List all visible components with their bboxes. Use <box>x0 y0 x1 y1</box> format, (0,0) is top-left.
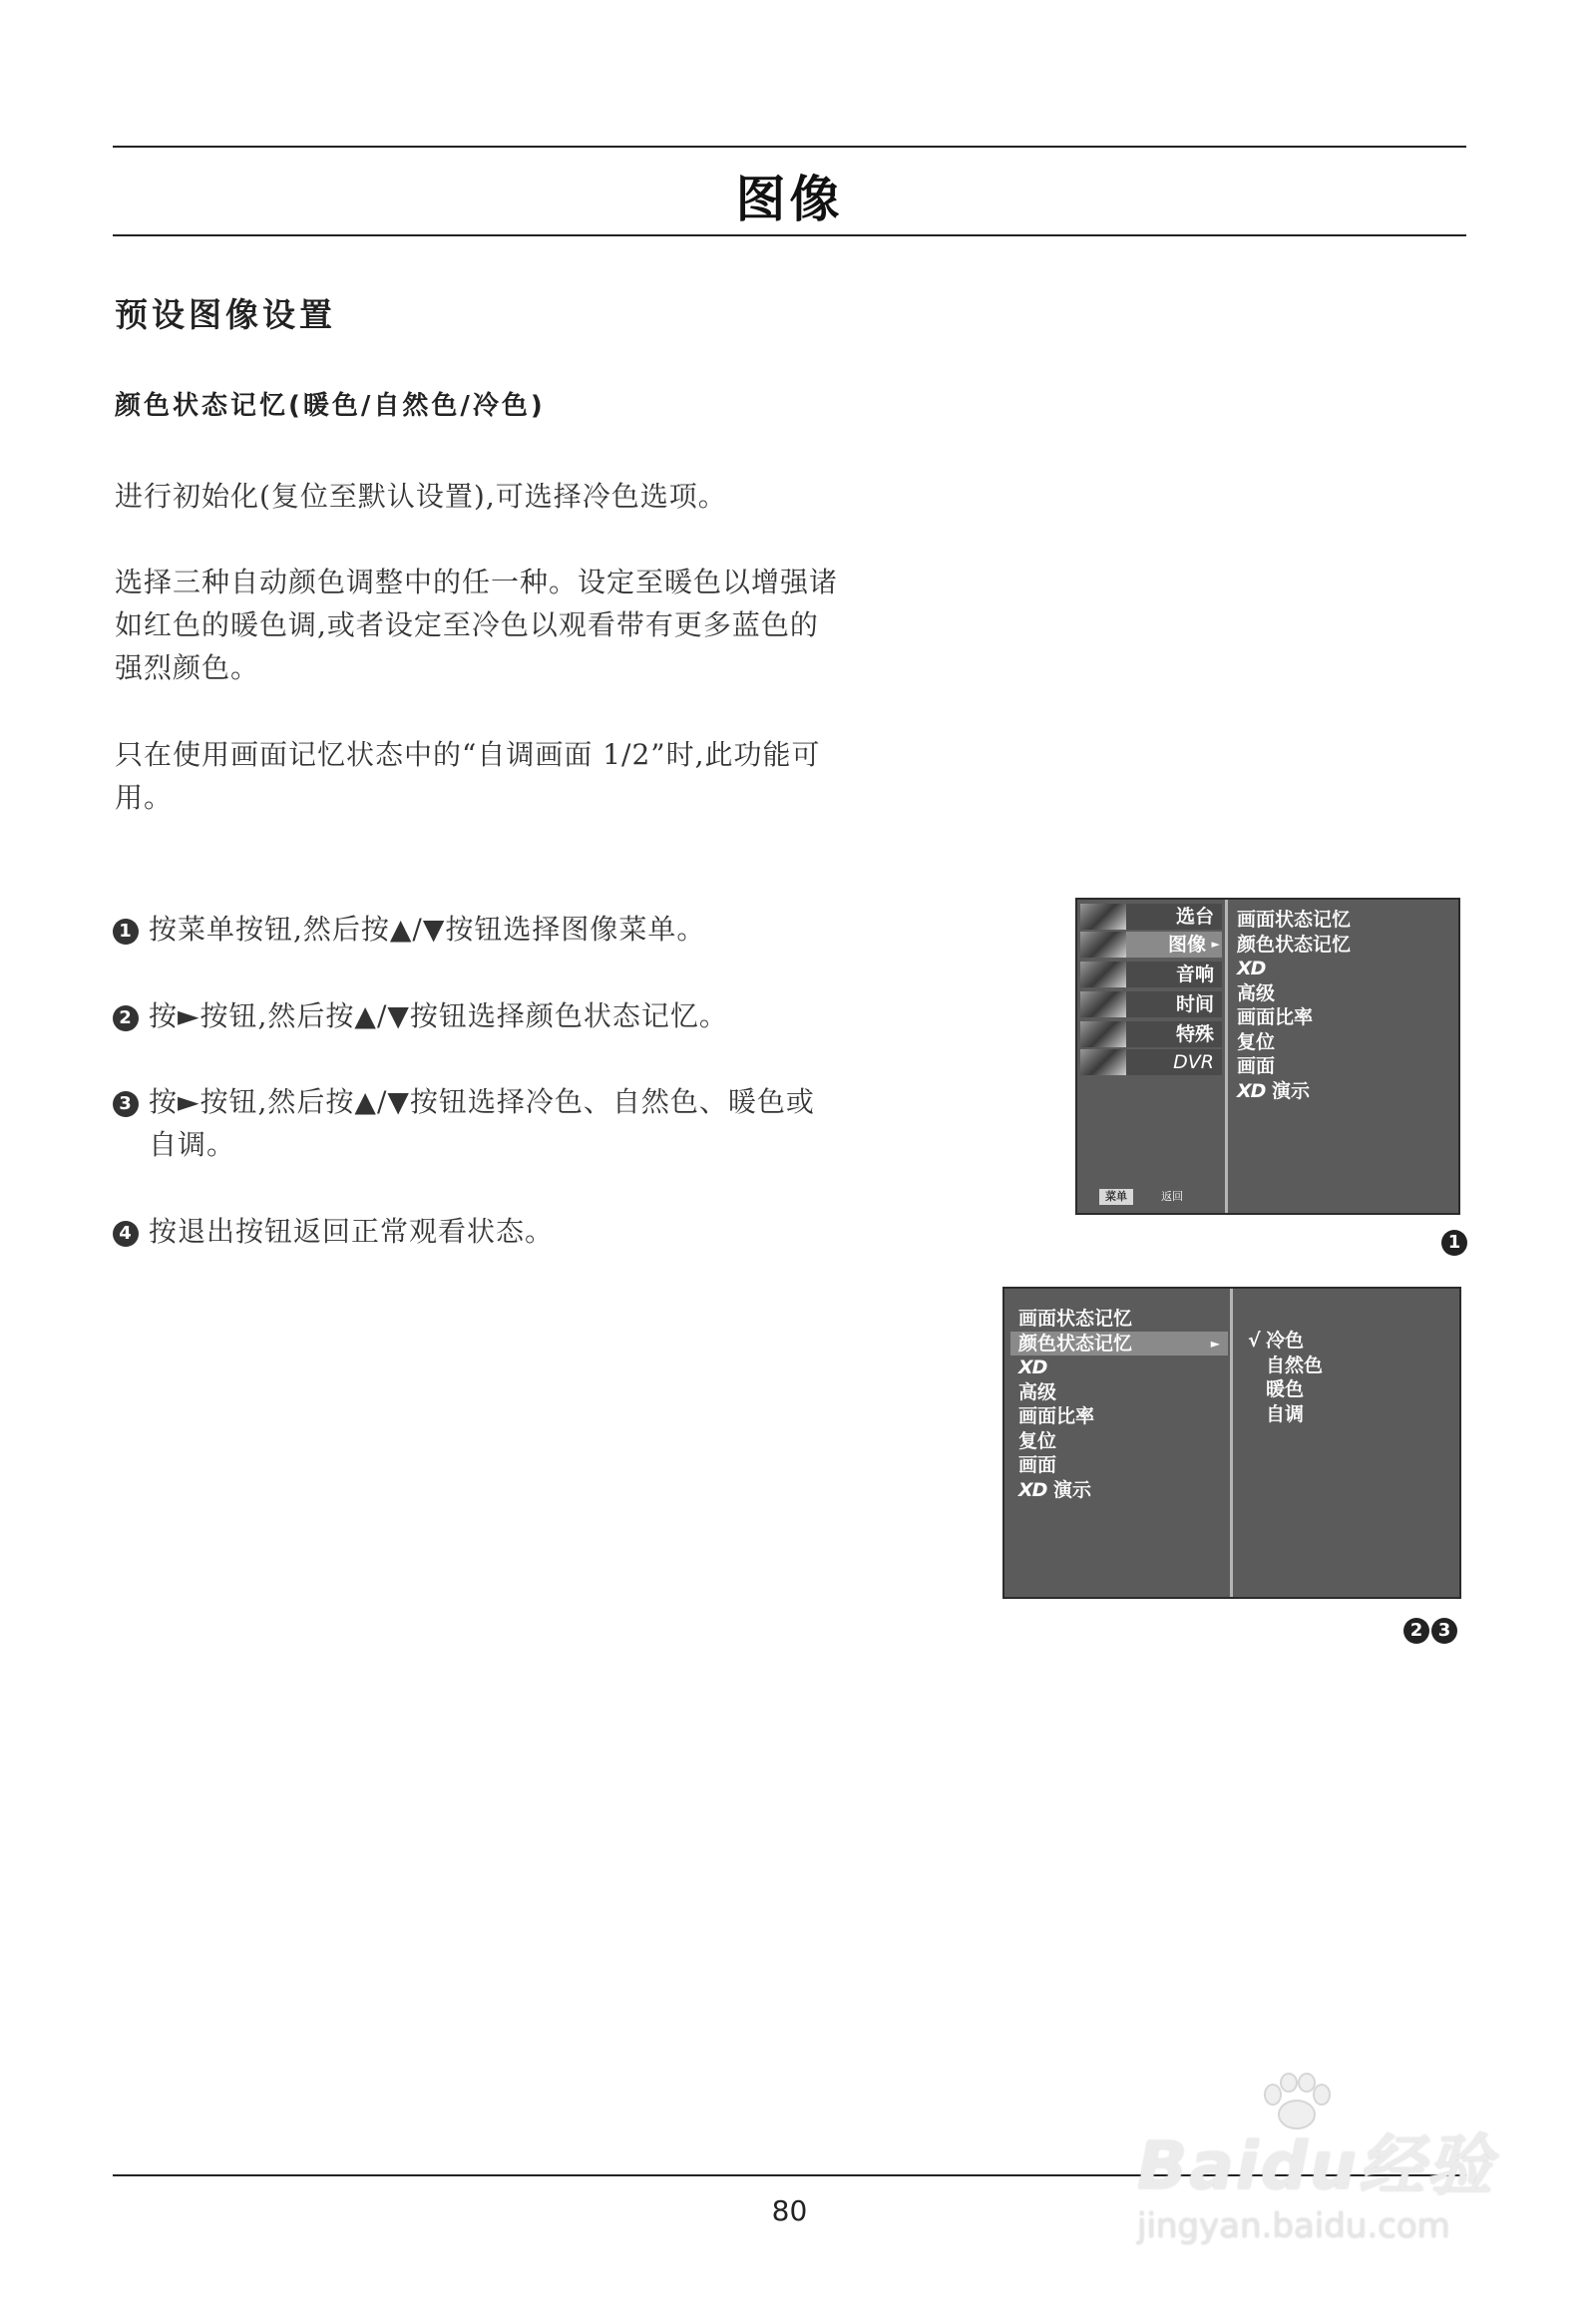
paragraph-reset <box>115 475 913 518</box>
figure-marker-1 <box>1439 1230 1467 1256</box>
paragraph-condition <box>115 733 913 819</box>
paragraph-line: 进行初始化(复位至默认设置),可选择冷色选项。 <box>115 480 727 513</box>
option-label: 颜色状态记忆 <box>1018 1332 1133 1355</box>
step-text: 按►按钮,然后按▲/▼按钮选择冷色、自然色、暖色或 <box>149 1085 815 1118</box>
picture-submenu <box>1237 908 1351 1103</box>
option-screen[interactable]: 画面 <box>1237 1055 1276 1077</box>
picture-options-column <box>1016 1307 1228 1502</box>
step-number-icon: 4 <box>113 1221 139 1247</box>
option-color-temperature[interactable] <box>1010 1332 1228 1356</box>
tv-menu-screen-2 <box>1002 1287 1461 1599</box>
step-3 <box>113 1080 911 1166</box>
watermark-url: jingyan.baidu.com <box>1137 2206 1450 2246</box>
page-number: 80 <box>771 2194 808 2227</box>
option-advanced[interactable]: 高级 <box>1018 1380 1057 1403</box>
paragraph-line: 如红色的暖色调,或者设定至冷色以观看带有更多蓝色的 <box>115 608 819 641</box>
color-temperature-submenu <box>1248 1329 1323 1426</box>
menu-item-audio[interactable] <box>1080 962 1222 987</box>
option-reset[interactable]: 复位 <box>1237 1030 1276 1053</box>
menu-button[interactable]: 菜单 <box>1099 1189 1133 1205</box>
marker-number-icon: 3 <box>1431 1618 1457 1644</box>
option-picture-mode[interactable]: 画面状态记忆 <box>1237 909 1352 931</box>
menu-thumbnail-icon <box>1080 1049 1126 1075</box>
menu-thumbnail-icon <box>1080 1021 1126 1047</box>
watermark-brand: Baidu经验 <box>1137 2128 1494 2204</box>
top-rule-lower <box>113 234 1466 236</box>
xd-demo-label: 演示 <box>1272 1079 1311 1102</box>
suboption-warm[interactable] <box>1248 1377 1323 1402</box>
step-number-icon: 2 <box>113 1005 139 1031</box>
step-number-icon: 3 <box>113 1091 139 1117</box>
menu-item-time[interactable] <box>1080 991 1222 1017</box>
menu-thumbnail-icon <box>1080 962 1126 987</box>
menu-thumbnail-icon <box>1080 991 1126 1017</box>
step-text: 按菜单按钮,然后按▲/▼按钮选择图像菜单。 <box>149 913 706 946</box>
column-divider <box>1230 1289 1233 1597</box>
paragraph-line: 强烈颜色。 <box>115 651 260 684</box>
step-text: 按►按钮,然后按▲/▼按钮选择颜色状态记忆。 <box>149 999 728 1032</box>
suboption-cool[interactable] <box>1248 1329 1323 1354</box>
figure-marker-2-3 <box>1401 1618 1457 1644</box>
marker-number-icon: 2 <box>1403 1618 1429 1644</box>
section-heading: 预设图像设置 <box>115 295 336 334</box>
step-2 <box>113 994 911 1037</box>
page-title: 图像 <box>735 171 844 228</box>
option-xd[interactable]: XD <box>1237 958 1266 979</box>
main-menu-column <box>1077 900 1228 1213</box>
menu-item-label: 特殊 <box>1175 1023 1214 1045</box>
menu-item-label: 图像 <box>1167 934 1206 956</box>
suboption-natural[interactable] <box>1248 1354 1323 1378</box>
paragraph-line: 选择三种自动颜色调整中的任一种。设定至暖色以增强诸 <box>115 566 839 598</box>
option-xd-demo[interactable] <box>1016 1478 1228 1503</box>
option-aspect-ratio[interactable]: 画面比率 <box>1018 1405 1095 1427</box>
tv-menu-screen-1 <box>1075 898 1460 1215</box>
menu-item-special[interactable] <box>1080 1021 1222 1047</box>
menu-item-picture[interactable] <box>1080 932 1222 958</box>
suboption-label: 自然色 <box>1266 1354 1324 1376</box>
menu-thumbnail-icon <box>1080 932 1126 958</box>
menu-item-label: 时间 <box>1175 993 1214 1015</box>
option-picture-mode[interactable]: 画面状态记忆 <box>1018 1308 1133 1330</box>
option-xd-demo[interactable] <box>1237 1079 1351 1104</box>
subsection-heading: 颜色状态记忆(暖色/自然色/冷色) <box>115 391 546 421</box>
suboption-label: 暖色 <box>1266 1378 1305 1400</box>
arrow-right-icon: ► <box>1211 938 1220 951</box>
suboption-label: 冷色 <box>1266 1330 1305 1352</box>
option-color-temperature[interactable]: 颜色状态记忆 <box>1237 933 1352 956</box>
xd-demo-label: 演示 <box>1053 1478 1092 1501</box>
step-4 <box>113 1210 911 1253</box>
step-text: 自调。 <box>149 1128 236 1161</box>
option-advanced[interactable]: 高级 <box>1237 981 1276 1004</box>
option-aspect-ratio[interactable]: 画面比率 <box>1237 1006 1314 1028</box>
checkmark-icon: √ <box>1248 1330 1261 1352</box>
suboption-user[interactable] <box>1248 1402 1323 1427</box>
menu-thumbnail-icon <box>1080 904 1126 930</box>
suboption-label: 自调 <box>1266 1402 1305 1425</box>
step-1 <box>113 908 911 951</box>
option-reset[interactable]: 复位 <box>1018 1429 1057 1452</box>
menu-item-channel[interactable] <box>1080 904 1222 930</box>
step-number-icon: 1 <box>113 919 139 945</box>
menu-item-label: DVR <box>1173 1051 1214 1073</box>
paragraph-description <box>115 561 913 689</box>
option-xd[interactable]: XD <box>1018 1356 1047 1378</box>
paragraph-line: 只在使用画面记忆状态中的“自调画面 1/2”时,此功能可 <box>115 738 821 771</box>
step-text: 按退出按钮返回正常观看状态。 <box>149 1215 555 1248</box>
menu-item-dvr[interactable] <box>1080 1049 1222 1075</box>
menu-item-label: 音响 <box>1175 964 1214 985</box>
top-rule-upper <box>113 146 1466 148</box>
menu-item-label: 选台 <box>1175 906 1214 928</box>
marker-number-icon: 1 <box>1441 1230 1467 1256</box>
paragraph-line: 用。 <box>115 781 174 814</box>
return-label: 返回 <box>1161 1190 1183 1203</box>
option-screen[interactable]: 画面 <box>1018 1454 1057 1476</box>
arrow-right-icon: ► <box>1210 1336 1220 1351</box>
xd-logo: XD <box>1018 1478 1047 1501</box>
xd-logo: XD <box>1237 1079 1266 1102</box>
